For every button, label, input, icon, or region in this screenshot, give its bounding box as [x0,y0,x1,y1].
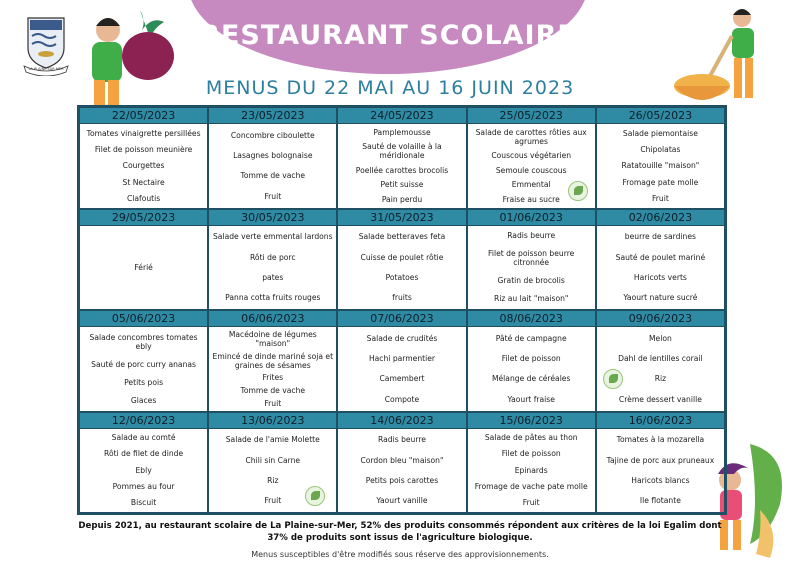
menu-item: Melon [648,333,672,343]
menu-item: Couscous végétarien [491,151,572,161]
day-cell [337,209,466,311]
day-cell [337,107,466,209]
day-cell [467,412,596,514]
day-cell [467,310,596,412]
menu-item: Clafoutis [126,193,161,203]
menu-item: Crème dessert vanille [618,394,702,404]
day-cell [596,209,725,311]
menu-item: Salade verte emmental lardons [212,232,333,242]
town-crest-logo [22,14,70,76]
menu-item: Radis beurre [507,231,556,241]
menu-item: Sauté de volaille à la méridionale [362,142,442,161]
menu-item: Fruit [522,498,540,508]
menu-item: Férié [134,262,153,272]
menu-item: Yaourt vanille [376,496,428,506]
day-date: 13/06/2023 [209,413,336,429]
menu-item: Fruit [264,191,282,201]
day-cell [208,107,337,209]
menu-item: Ratatouille "maison" [621,161,700,171]
day-cell [337,412,466,514]
menu-item: Biscuit [130,498,157,508]
day-date: 31/05/2023 [338,210,465,226]
egalim-note: Depuis 2021, au restaurant scolaire de La Plaine-sur-Mer, 52% des produits consommés répondent aux critères de la loi Egalim dont 37% de produits sont issus de l'agriculture biologique. [78,521,722,543]
menu-item: Chili sin Carne [245,455,301,465]
menu-item: Rôti de filet de dinde [104,449,184,459]
menu-item: Pamplemousse [373,127,431,137]
menu-item: Salade au comté [111,433,176,443]
menu-table [77,105,727,515]
page-subtitle: MENUS DU 22 MAI AU 16 JUIN 2023 [205,77,575,99]
menu-item: Fruit [651,193,669,203]
menu-item: Emincé de dinde mariné soja et graines de sésames [212,351,334,370]
day-cell [596,310,725,412]
menu-item: Fraise au sucre [502,194,560,204]
day-cell [208,209,337,311]
menu-item: Frites [262,373,284,383]
day-cell [208,310,337,412]
page-title: RESTAURANT SCOLAIRE [199,20,577,51]
menu-item: Tomates vinaigrette persillées [86,128,201,138]
menu-item: Rôti de porc [249,252,296,262]
day-date: 25/05/2023 [468,108,595,124]
menu-item: Pain perdu [381,194,423,204]
menu-item: Pommes au four [112,482,175,492]
crest-motto: LA PLAINE SUR MER [28,67,64,71]
menu-item: Hachi parmentier [368,354,436,364]
day-date: 22/05/2023 [80,108,207,124]
day-date: 07/06/2023 [338,311,465,327]
menu-item: Emmental [511,180,551,190]
menu-item: Filet de poisson meunière [94,144,193,154]
menu-item: Haricots blancs [631,475,690,485]
day-date: 24/05/2023 [338,108,465,124]
menu-item: Fromage de vache pate molle [474,482,588,492]
menu-item: Cordon bleu "maison" [360,455,444,465]
menu-item: Salade de l'amie Molette [225,435,320,445]
menu-item: Riz [654,374,667,384]
menu-item: Gratin de brocolis [497,276,565,286]
menu-item: Yaourt fraise [507,394,555,404]
day-date: 30/05/2023 [209,210,336,226]
menu-item: Tomates à la mozarella [616,435,705,445]
menu-item: Panna cotta fruits rouges [225,293,321,303]
menu-item: Petits pois [124,377,164,387]
menu-item: Filet de poisson [501,354,561,364]
organic-badge-icon [568,181,588,201]
day-cell [596,412,725,514]
menu-item: Lasagnes bolognaise [233,151,313,161]
child-with-beetroot-illustration [70,8,180,113]
menu-item: Camembert [379,374,425,384]
day-date: 06/06/2023 [209,311,336,327]
menu-item: pates [262,272,284,282]
day-date: 09/06/2023 [597,311,724,327]
day-cell [79,209,208,311]
menu-item: Glaces [130,395,157,405]
day-date: 29/05/2023 [80,210,207,226]
menu-item: Semoule couscous [495,165,567,175]
menu-item: fruits [392,293,412,303]
menu-item: Courgettes [122,161,165,171]
menu-item: Macédoine de légumes "maison" [228,329,317,348]
menu-item: Petits pois carottes [365,475,439,485]
day-cell [467,209,596,311]
day-cell [79,412,208,514]
day-cell [596,107,725,209]
menu-item: Concombre ciboulette [230,130,315,140]
day-date: 23/05/2023 [209,108,336,124]
day-date: 15/06/2023 [468,413,595,429]
menu-item: beurre de sardines [624,232,696,242]
day-date: 02/06/2023 [597,210,724,226]
menu-item: Sauté de porc curry ananas [91,359,196,369]
day-date: 08/06/2023 [468,311,595,327]
menu-item: Mélange de céréales [491,374,571,384]
day-cell [337,310,466,412]
menu-item: Fruit [264,398,282,408]
day-cell [79,310,208,412]
menu-item: Radis beurre [378,435,426,445]
menu-item: Tomme de vache [240,385,306,395]
menu-item: St Nectaire [122,177,165,187]
day-cell [79,107,208,209]
child-cooking-illustration [672,6,782,114]
menu-item: Compote [384,394,420,404]
menu-item: Ebly [135,465,152,475]
menu-item: Salade de pâtes au thon [484,433,578,443]
menu-item: Fruit [264,496,282,506]
day-date: 14/06/2023 [338,413,465,429]
day-date: 01/06/2023 [468,210,595,226]
menu-item: Ile flotante [639,496,681,506]
menu-item: Epinards [514,465,548,475]
menu-item: Pâté de campagne [495,333,567,343]
menu-item: Salade betteraves feta [358,232,446,242]
day-date: 12/06/2023 [80,413,207,429]
menu-item: Haricots verts [633,272,687,282]
menu-item: Potatoes [385,272,419,282]
organic-badge-icon [603,369,623,389]
menu-item: Salade piemontaise [622,128,698,138]
menu-item: Sauté de poulet mariné [615,252,706,262]
organic-badge-icon [305,486,325,506]
disclaimer: Menus susceptibles d'être modifiés sous réserve des approvisionnements. [251,550,549,559]
menu-item: Cuisse de poulet rôtie [360,252,444,262]
day-date: 26/05/2023 [597,108,724,124]
menu-item: Dahl de lentilles corail [618,354,703,364]
menu-item: Tomme de vache [240,171,306,181]
menu-item: Poellée carottes brocolis [355,165,449,175]
day-date: 16/06/2023 [597,413,724,429]
menu-item: Filet de poisson beurre citronnée [488,249,575,268]
menu-item: Tajine de porc aux pruneaux [606,455,715,465]
menu-item: Fromage pate molle [622,177,699,187]
menu-item: Salade de crudités [366,333,438,343]
menu-item: Salade concombres tomates ebly [89,332,198,351]
menu-item: Riz [267,475,279,485]
day-date: 05/06/2023 [80,311,207,327]
menu-item: Filet de poisson [501,449,561,459]
menu-item: Riz au lait "maison" [493,294,569,304]
menu-item: Chipolatas [640,144,681,154]
menu-item: Salade de carottes rôties aux agrumes [475,127,587,146]
menu-item: Petit suisse [380,180,424,190]
menu-item: Yaourt nature sucré [623,293,698,303]
